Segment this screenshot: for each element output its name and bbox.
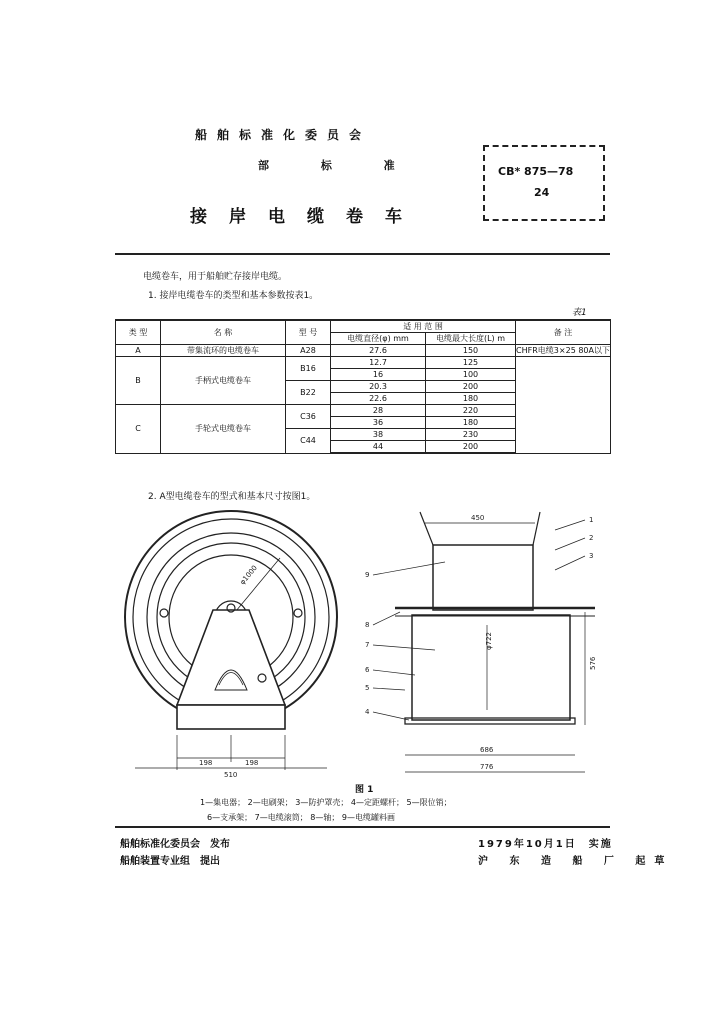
figure-legend-line-2: 6—支承架； 7—电缆滚筒； 8—轴； 9—电缆罐料画 [207,813,395,822]
header-divider [115,253,610,255]
cell-type: B [116,357,161,405]
cell-length: 125 [426,357,516,369]
standard-code-number: 24 [534,186,550,199]
cell-remark-empty [516,357,611,454]
cell-model: B16 [286,357,331,381]
dim-686: 686 [480,746,494,754]
th-range: 适 用 范 围 [331,320,516,333]
callout-8: 8 [365,621,370,629]
dim-198-right: 198 [245,759,259,767]
th-diameter: 电缆直径(φ) mm [331,333,426,345]
cell-model: C36 [286,405,331,429]
cell-diameter: 36 [331,417,426,429]
dim-phi1000: φ1000 [238,563,259,587]
dim-198-left: 198 [199,759,213,767]
cell-name: 手柄式电缆卷车 [161,357,286,405]
cell-diameter: 22.6 [331,393,426,405]
table-row [116,345,611,357]
ministry-standard: 部 标 准 [258,159,419,172]
parameters-table [115,319,611,454]
cell-diameter: 12.7 [331,357,426,369]
figure-caption: 图 1 [355,785,374,795]
dim-phi722: φ722 [485,632,493,650]
footer-divider [115,826,610,828]
drafter: 沪 东 造 船 厂 起草 [478,856,674,867]
cell-model: C44 [286,429,331,454]
cell-length: 230 [426,429,516,441]
callout-3: 3 [589,552,594,560]
cell-diameter: 20.3 [331,381,426,393]
committee-name: 船舶标准化委员会 [195,128,372,142]
cell-type: A [116,345,161,357]
dim-450: 450 [471,514,485,522]
cell-length: 180 [426,417,516,429]
cell-length: 220 [426,405,516,417]
clause-1: 1. 接岸电缆卷车的类型和基本参数按表1。 [148,291,319,301]
proposer: 船舶装置专业组 提出 [120,856,220,867]
figure-legend-line-1: 1—集电器； 2—电刷架； 3—防护罩壳； 4—定距螺杆； 5—限位销； [200,798,452,807]
th-model: 型 号 [286,320,331,345]
cable-reel-drawing [115,500,610,780]
document-title: 接岸电缆卷车 [190,207,424,227]
th-type: 类 型 [116,320,161,345]
cell-name: 带集流环的电缆卷车 [161,345,286,357]
table-row [116,357,611,369]
standard-code: CB* 875—78 [498,165,574,178]
cell-length: 100 [426,369,516,381]
cell-model: A28 [286,345,331,357]
cell-type: C [116,405,161,454]
cell-model: B22 [286,381,331,405]
th-remark: 备 注 [516,320,611,345]
dim-510: 510 [224,771,238,779]
cell-diameter: 27.6 [331,345,426,357]
table-label: 表1 [572,308,587,318]
callout-6: 6 [365,666,370,674]
front-view [125,511,337,779]
cell-remark: CHFR电缆3×25 80A以下 [516,346,610,355]
side-view [365,512,597,772]
cell-name: 手轮式电缆卷车 [161,405,286,454]
callout-9: 9 [365,571,370,579]
effective-date: 1979年10月1日 实施 [478,839,613,850]
callout-1: 1 [589,516,594,524]
th-length: 电缆最大长度(L) m [426,333,516,345]
cell-length: 150 [426,345,516,357]
cell-length: 200 [426,381,516,393]
callout-4: 4 [365,708,370,716]
cell-length: 180 [426,393,516,405]
cell-diameter: 16 [331,369,426,381]
clause-2: 2. A型电缆卷车的型式和基本尺寸按图1。 [148,492,316,502]
issuer: 船舶标准化委员会 发布 [120,839,230,850]
callout-5: 5 [365,684,370,692]
cell-diameter: 38 [331,429,426,441]
cell-length: 200 [426,441,516,454]
cell-diameter: 44 [331,441,426,454]
cell-diameter: 28 [331,405,426,417]
dim-776: 776 [480,763,494,771]
callout-7: 7 [365,641,370,649]
intro-text: 电缆卷车，用于船舶贮存接岸电缆。 [143,272,288,282]
dim-576: 576 [589,656,597,670]
callout-2: 2 [589,534,594,542]
th-name: 名 称 [161,320,286,345]
standard-code-box [483,145,605,221]
